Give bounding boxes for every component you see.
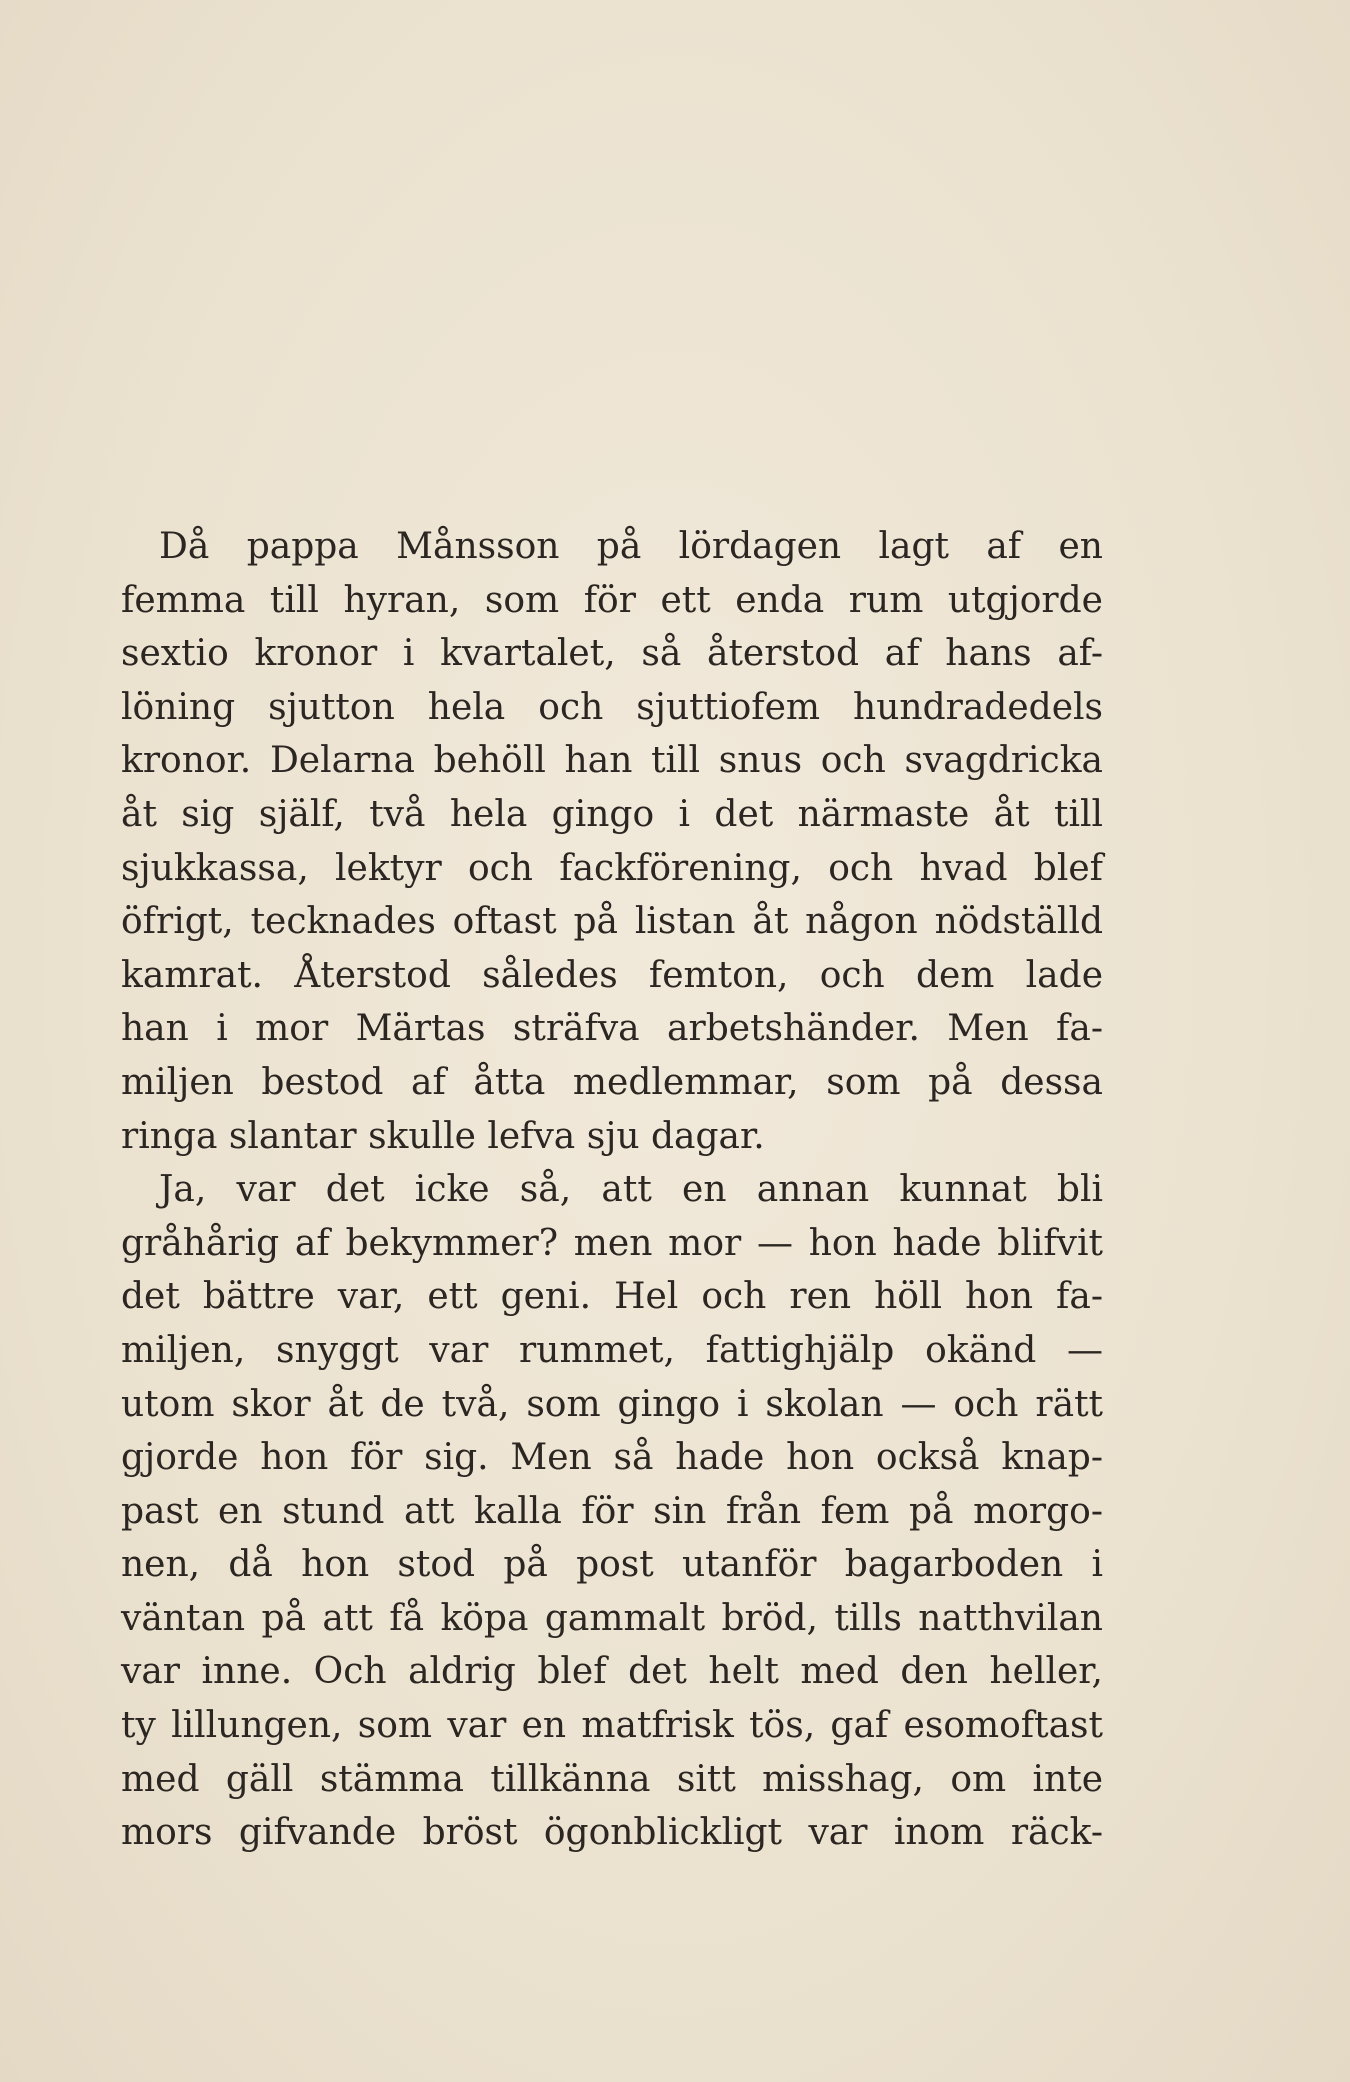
text-line: mors gifvande bröst ögonblickligt var inom räck- (121, 1812, 1103, 1854)
paragraph-2 (121, 1163, 1103, 1860)
text-line: kronor. Delarna behöll han till snus och svagdricka (121, 740, 1103, 782)
paragraph-1 (121, 520, 1103, 1163)
text-line: nen, då hon stod på post utanför bagarboden i (121, 1544, 1103, 1586)
text-line: Ja, var det icke så, att en annan kunnat bli (159, 1169, 1103, 1211)
text-line: med gäll stämma tillkänna sitt misshag, om inte (121, 1758, 1103, 1800)
text-line: sjukkassa, lektyr och fackförening, och hvad blef (121, 847, 1103, 889)
text-line: kamrat. Återstod således femton, och dem lade (121, 954, 1103, 996)
text-line: gråhårig af bekymmer? men mor — hon hade blifvit (121, 1222, 1103, 1264)
text-line: åt sig själf, två hela gingo i det närmaste åt till (121, 793, 1103, 835)
text-line: utom skor åt de två, som gingo i skolan — och rätt (121, 1383, 1103, 1425)
text-line: väntan på att få köpa gammalt bröd, tills natthvilan (121, 1597, 1103, 1639)
text-line: han i mor Märtas sträfva arbetshänder. Men fa- (121, 1008, 1103, 1050)
text-line: öfrigt, tecknades oftast på listan åt någon nödställd (121, 901, 1103, 943)
text-line: gjorde hon för sig. Men så hade hon också knap- (121, 1437, 1103, 1479)
body-text (121, 520, 1103, 1860)
text-line: miljen bestod af åtta medlemmar, som på dessa (121, 1061, 1103, 1103)
text-line: det bättre var, ett geni. Hel och ren höll hon fa- (121, 1276, 1103, 1318)
text-line: sextio kronor i kvartalet, så återstod af hans af- (121, 633, 1103, 675)
text-line: löning sjutton hela och sjuttiofem hundradedels (121, 686, 1103, 728)
text-line: past en stund att kalla för sin från fem på morgo- (121, 1490, 1103, 1532)
text-line: var inne. Och aldrig blef det helt med den heller, (121, 1651, 1103, 1693)
text-line: ty lillungen, som var en matfrisk tös, gaf esomoftast (121, 1705, 1103, 1747)
text-line: ringa slantar skulle lefva sju dagar. (121, 1115, 765, 1157)
text-line: Då pappa Månsson på lördagen lagt af en (159, 526, 1103, 567)
text-line: femma till hyran, som för ett enda rum utgjorde (121, 579, 1103, 621)
text-line: miljen, snyggt var rummet, fattighjälp okänd — (121, 1329, 1103, 1371)
